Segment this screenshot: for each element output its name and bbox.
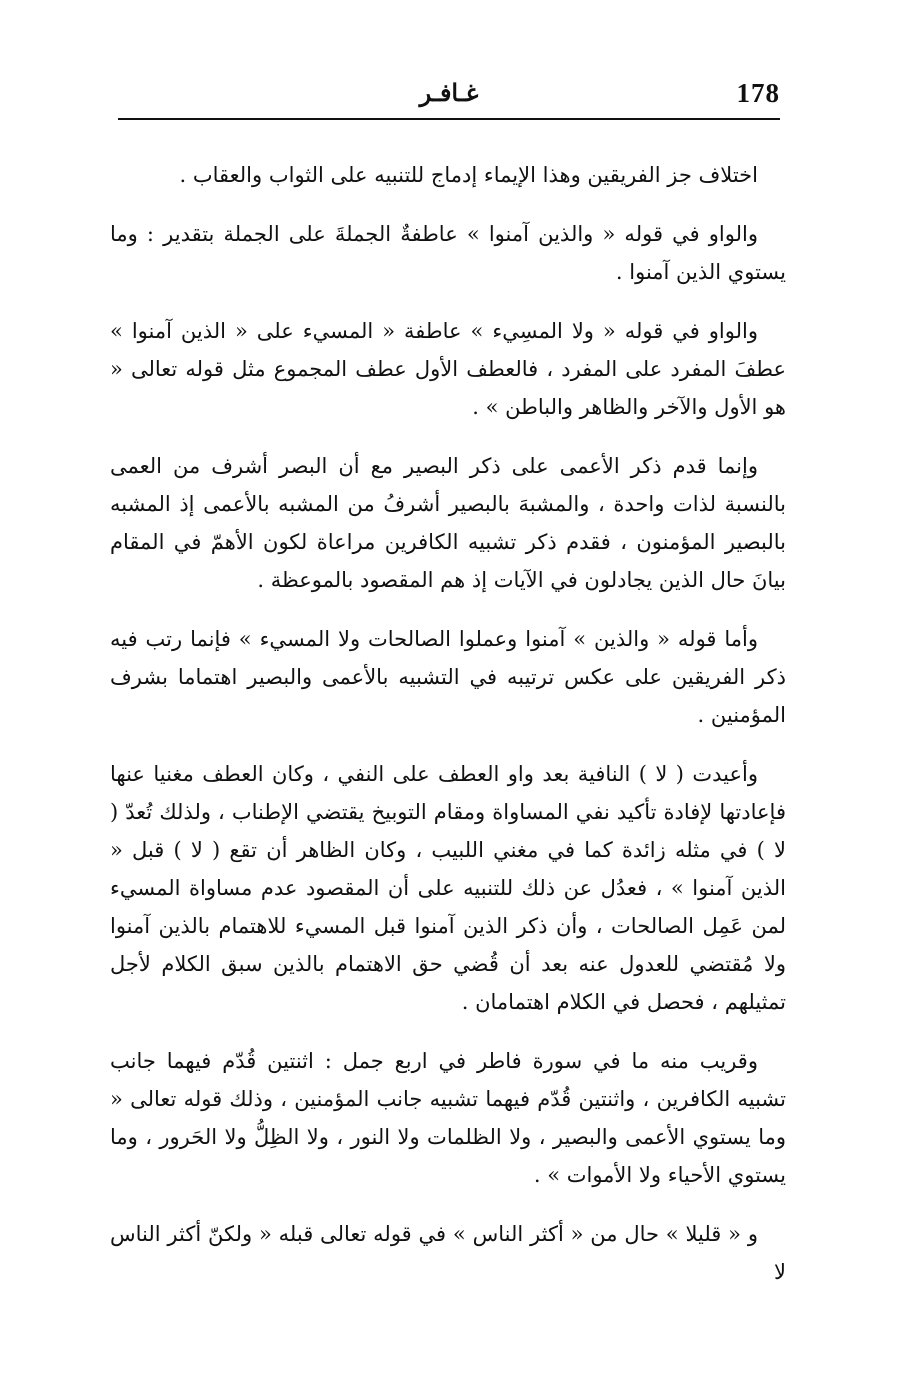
page-number: 178 xyxy=(736,78,780,108)
paragraph: وأعيدت ( لا ) النافية بعد واو العطف على النفي ، وكان العطف مغنيا عنها فإعادتها لإفادة تأكيد نفي المساواة ومقام التوبيخ يقتضي الإطناب ، ولذلك تُعدّ ( لا ) في مثله زائدة كما في مغني اللبيب ، وكان الظاهر أن تقع ( لا ) قبل « الذين آمنوا » ، فعدُل عن ذلك للتنبيه على أن المقصود عدم مساواة المسيء لمن عَمِل الصالحات ، وأن ذكر الذين آمنوا قبل المسيء للاهتمام بالذين آمنوا ولا مُقتضي للعدول عنه بعد أن قُضي حق الاهتمام بالذين سبق الكلام لأجل تمثيلهم ، فحصل في الكلام اهتمامان . xyxy=(110,762,786,1014)
surah-title: غـافـر xyxy=(419,78,479,107)
paragraph: وإنما قدم ذكر الأعمى على ذكر البصير مع أن البصر أشرف من العمى بالنسبة لذات واحدة ، والمشبهَ بالبصير أشرفُ من المشبه بالأعمى إذ المشبه بالبصير المؤمنون ، فقدم ذكر تشبيه الكافرين مراعاة لكون الأهمّ في المقام بيانَ حال الذين يجادلون في الآيات إذ هم المقصود بالموعظة . xyxy=(110,454,786,592)
paragraph: والواو في قوله « والذين آمنوا » عاطفةٌ الجملةَ على الجملة بتقدير : وما يستوي الذين آمنوا . xyxy=(110,222,786,284)
body-text xyxy=(110,156,786,1291)
paragraph: و « قليلا » حال من « أكثر الناس » في قوله تعالى قبله « ولكنّ أكثر الناس لا xyxy=(110,1222,786,1284)
paragraph: وقريب منه ما في سورة فاطر في اربع جمل : اثنتين قُدّم فيهما جانب تشبيه الكافرين ، واثنتين قُدّم فيهما تشبيه جانب المؤمنين ، وذلك قوله تعالى « وما يستوي الأعمى والبصير ، ولا الظلمات ولا النور ، ولا الظِلُّ ولا الحَرور ، وما يستوي الأحياء ولا الأموات » . xyxy=(110,1049,786,1187)
page-header xyxy=(118,78,780,118)
paragraph: وأما قوله « والذين » آمنوا وعملوا الصالحات ولا المسيء » فإنما رتب فيه ذكر الفريقين على عكس ترتيبه في التشبيه بالأعمى والبصير اهتماما بشرف المؤمنين . xyxy=(110,627,786,727)
paragraph: اختلاف جز الفريقين وهذا الإيماء إدماج للتنبيه على الثواب والعقاب . xyxy=(179,163,758,187)
paragraph: والواو في قوله « ولا المسِيء » عاطفة « المسيء على « الذين آمنوا » عطفَ المفرد على المفرد ، فالعطف الأول عطف المجموع مثل قوله تعالى « هو الأول والآخر والظاهر والباطن » . xyxy=(110,319,786,419)
header-divider xyxy=(118,118,780,120)
